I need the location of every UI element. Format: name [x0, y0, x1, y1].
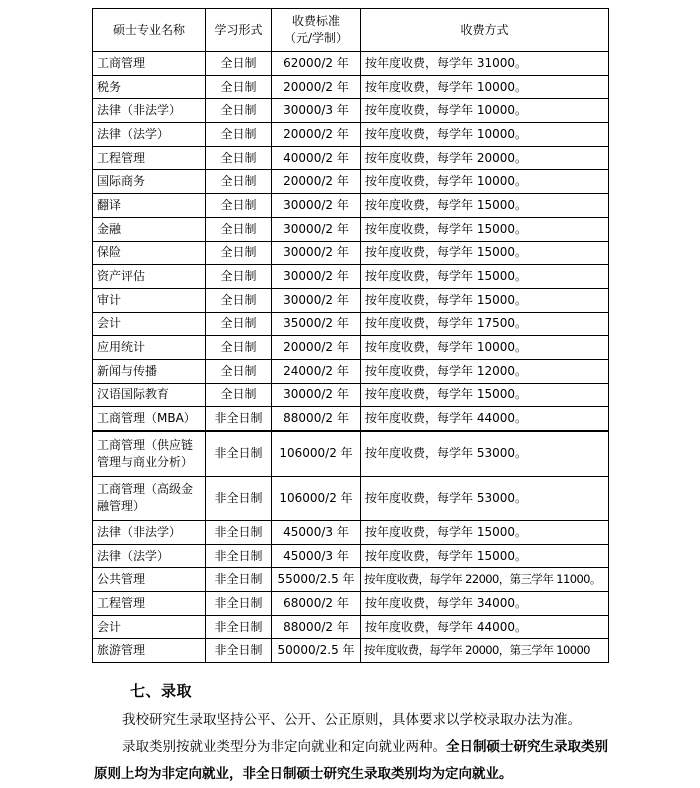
- cell-method: 按年度收费，每学年 15000。: [361, 241, 609, 265]
- cell-major: 会计: [93, 615, 206, 639]
- cell-standard: 30000/2 年: [272, 383, 361, 407]
- header-standard: [272, 9, 361, 52]
- cell-mode: 全日制: [206, 265, 272, 289]
- cell-method: 按年度收费，每学年 53000。: [361, 476, 609, 521]
- cell-mode: 全日制: [206, 146, 272, 170]
- cell-method: 按年度收费，每学年 22000，第三学年 11000。: [361, 568, 609, 592]
- cell-mode: 全日制: [206, 383, 272, 407]
- cell-method: 按年度收费，每学年 10000。: [361, 336, 609, 360]
- table-row: [93, 592, 609, 616]
- cell-method: 按年度收费，每学年 10000。: [361, 123, 609, 147]
- cell-method: 按年度收费，每学年 17500。: [361, 312, 609, 336]
- cell-major: 国际商务: [93, 170, 206, 194]
- table-row: [93, 241, 609, 265]
- table-row: [93, 75, 609, 99]
- table-row: [93, 359, 609, 383]
- header-method: 收费方式: [361, 9, 609, 52]
- section-heading: 七、录取: [130, 682, 193, 700]
- cell-standard: 45000/3 年: [272, 544, 361, 568]
- paragraph-admission-principle: 我校研究生录取坚持公平、公开、公正原则，具体要求以学校录取办法为准。: [122, 712, 581, 728]
- cell-major: 工商管理（高级金融管理）: [93, 476, 206, 521]
- cell-major: 新闻与传播: [93, 359, 206, 383]
- table-row: [93, 123, 609, 147]
- cell-mode: 全日制: [206, 359, 272, 383]
- cell-standard: 24000/2 年: [272, 359, 361, 383]
- cell-method: 按年度收费，每学年 10000。: [361, 170, 609, 194]
- table-row: [93, 431, 609, 476]
- cell-major: 法律（非法学）: [93, 521, 206, 545]
- cell-standard: 30000/2 年: [272, 288, 361, 312]
- cell-method: 按年度收费，每学年 53000。: [361, 431, 609, 476]
- table-row: [93, 52, 609, 76]
- cell-major: 工程管理: [93, 146, 206, 170]
- table-row: [93, 217, 609, 241]
- table-row: [93, 383, 609, 407]
- cell-standard: 88000/2 年: [272, 615, 361, 639]
- cell-method: 按年度收费，每学年 15000。: [361, 521, 609, 545]
- table-row: [93, 544, 609, 568]
- cell-mode: 全日制: [206, 52, 272, 76]
- cell-standard: 88000/2 年: [272, 407, 361, 431]
- cell-standard: 20000/2 年: [272, 75, 361, 99]
- cell-standard: 30000/2 年: [272, 265, 361, 289]
- cell-major: 会计: [93, 312, 206, 336]
- cell-standard: 40000/2 年: [272, 146, 361, 170]
- cell-mode: 非全日制: [206, 431, 272, 476]
- cell-standard: 30000/2 年: [272, 241, 361, 265]
- cell-mode: 全日制: [206, 288, 272, 312]
- cell-mode: 全日制: [206, 241, 272, 265]
- cell-mode: 全日制: [206, 217, 272, 241]
- cell-major: 资产评估: [93, 265, 206, 289]
- cell-method: 按年度收费，每学年 44000。: [361, 615, 609, 639]
- cell-method: 按年度收费，每学年 20000，第三学年 10000: [361, 639, 609, 663]
- cell-mode: 全日制: [206, 194, 272, 218]
- cell-major: 法律（法学）: [93, 544, 206, 568]
- cell-standard: 30000/2 年: [272, 217, 361, 241]
- cell-standard: 106000/2 年: [272, 476, 361, 521]
- cell-mode: 非全日制: [206, 592, 272, 616]
- cell-method: 按年度收费，每学年 15000。: [361, 383, 609, 407]
- header-standard-line2: （元/学制）: [283, 31, 349, 45]
- cell-mode: 全日制: [206, 170, 272, 194]
- cell-standard: 20000/2 年: [272, 336, 361, 360]
- table-row: [93, 146, 609, 170]
- cell-mode: 全日制: [206, 75, 272, 99]
- table-row: [93, 194, 609, 218]
- cell-major: 保险: [93, 241, 206, 265]
- table-row: [93, 312, 609, 336]
- cell-major: 汉语国际教育: [93, 383, 206, 407]
- cell-standard: 20000/2 年: [272, 123, 361, 147]
- cell-major: 公共管理: [93, 568, 206, 592]
- cell-major: 税务: [93, 75, 206, 99]
- table-row: [93, 170, 609, 194]
- paragraph-bold-text: 全日制硕士研究生录取类别原则上均为非定向就业，非全日制硕士研究生录取类别均为定向就业。: [94, 739, 608, 782]
- table-row: [93, 615, 609, 639]
- cell-standard: 20000/2 年: [272, 170, 361, 194]
- cell-major: 审计: [93, 288, 206, 312]
- cell-mode: 非全日制: [206, 615, 272, 639]
- cell-standard: 50000/2.5 年: [272, 639, 361, 663]
- cell-mode: 非全日制: [206, 476, 272, 521]
- cell-mode: 非全日制: [206, 568, 272, 592]
- cell-mode: 全日制: [206, 336, 272, 360]
- cell-method: 按年度收费，每学年 12000。: [361, 359, 609, 383]
- cell-major: 工商管理（供应链管理与商业分析）: [93, 431, 206, 476]
- cell-method: 按年度收费，每学年 15000。: [361, 544, 609, 568]
- header-major: 硕士专业名称: [93, 9, 206, 52]
- cell-mode: 非全日制: [206, 407, 272, 431]
- cell-method: 按年度收费，每学年 20000。: [361, 146, 609, 170]
- cell-major: 翻译: [93, 194, 206, 218]
- cell-major: 法律（法学）: [93, 123, 206, 147]
- table-row: [93, 265, 609, 289]
- cell-mode: 全日制: [206, 312, 272, 336]
- cell-major: 应用统计: [93, 336, 206, 360]
- table-row: [93, 568, 609, 592]
- table-row: [93, 336, 609, 360]
- cell-method: 按年度收费，每学年 10000。: [361, 99, 609, 123]
- cell-mode: 全日制: [206, 123, 272, 147]
- cell-standard: 68000/2 年: [272, 592, 361, 616]
- cell-method: 按年度收费，每学年 44000。: [361, 407, 609, 431]
- cell-standard: 106000/2 年: [272, 431, 361, 476]
- cell-standard: 55000/2.5 年: [272, 568, 361, 592]
- cell-major: 法律（非法学）: [93, 99, 206, 123]
- table-row: [93, 288, 609, 312]
- cell-major: 旅游管理: [93, 639, 206, 663]
- table-row: [93, 476, 609, 521]
- cell-method: 按年度收费，每学年 15000。: [361, 265, 609, 289]
- cell-method: 按年度收费，每学年 15000。: [361, 217, 609, 241]
- cell-method: 按年度收费，每学年 15000。: [361, 288, 609, 312]
- cell-mode: 全日制: [206, 99, 272, 123]
- table-header-row: [93, 9, 609, 52]
- table-row: [93, 639, 609, 663]
- cell-method: 按年度收费，每学年 34000。: [361, 592, 609, 616]
- cell-method: 按年度收费，每学年 10000。: [361, 75, 609, 99]
- cell-standard: 30000/2 年: [272, 194, 361, 218]
- cell-major: 工商管理: [93, 52, 206, 76]
- cell-mode: 非全日制: [206, 521, 272, 545]
- cell-standard: 45000/3 年: [272, 521, 361, 545]
- table-row: [93, 521, 609, 545]
- fee-table: [92, 8, 609, 663]
- cell-method: 按年度收费，每学年 31000。: [361, 52, 609, 76]
- cell-major: 工程管理: [93, 592, 206, 616]
- cell-major: 金融: [93, 217, 206, 241]
- cell-standard: 62000/2 年: [272, 52, 361, 76]
- header-mode: 学习形式: [206, 9, 272, 52]
- table-row: [93, 99, 609, 123]
- table-row: [93, 407, 609, 431]
- header-standard-line1: 收费标准: [291, 14, 340, 28]
- paragraph-normal-text: 录取类别按就业类型分为非定向就业和定向就业两种。: [122, 739, 446, 755]
- cell-standard: 35000/2 年: [272, 312, 361, 336]
- paragraph-admission-category: [94, 734, 614, 788]
- cell-major: 工商管理（MBA）: [93, 407, 206, 431]
- cell-mode: 非全日制: [206, 639, 272, 663]
- cell-standard: 30000/3 年: [272, 99, 361, 123]
- cell-method: 按年度收费，每学年 15000。: [361, 194, 609, 218]
- cell-mode: 非全日制: [206, 544, 272, 568]
